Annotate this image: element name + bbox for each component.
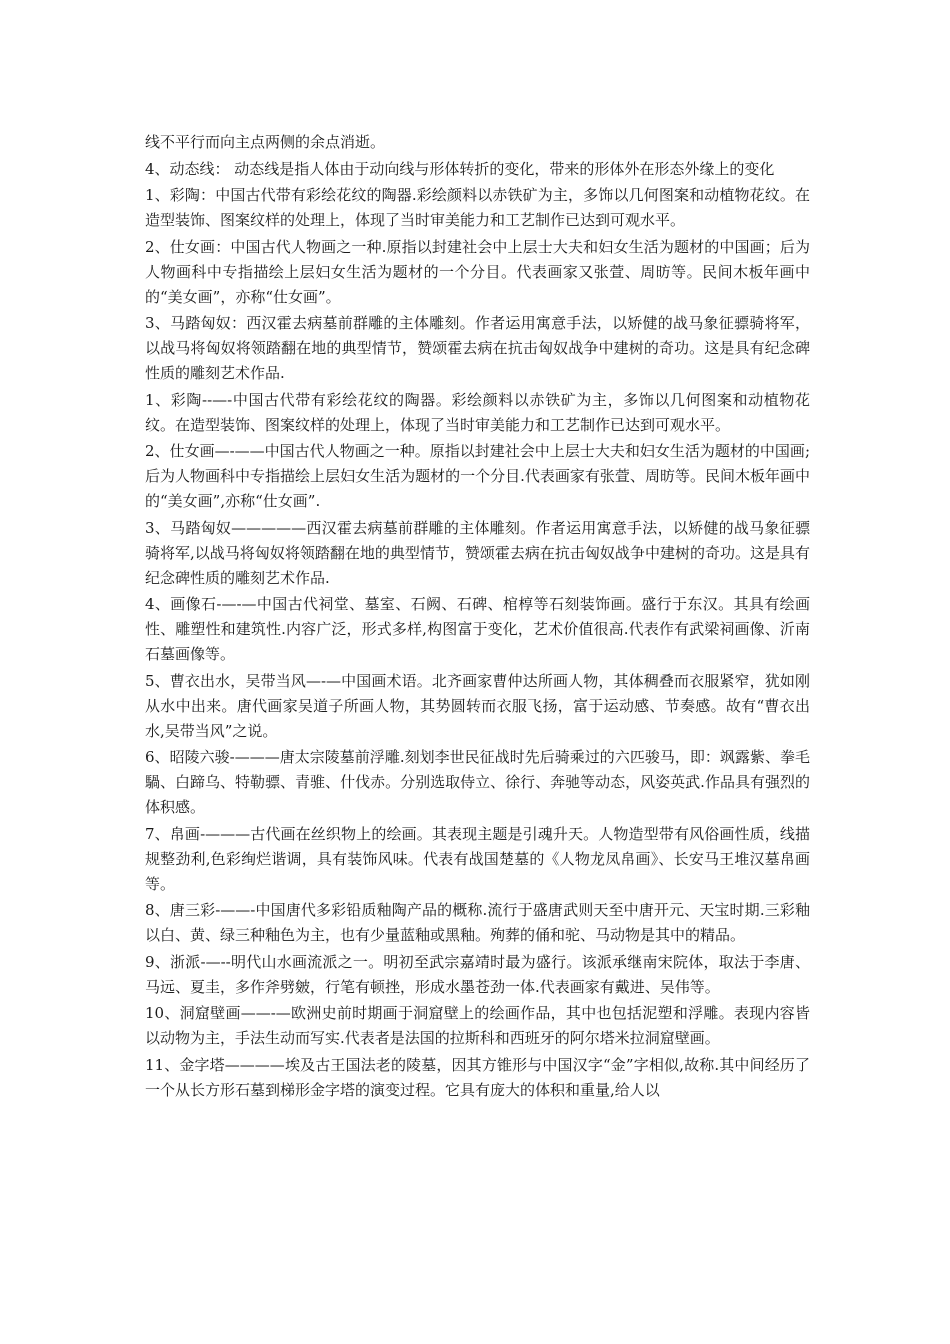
document-body (145, 130, 810, 1104)
paragraph-horse-trampling: 3、马踏匈奴：西汉霍去病墓前群雕的主体雕刻。作者运用寓意手法，以矫健的战马象征骠骑将军，以战马将匈奴将领踏翻在地的典型情节，赞颂霍去病在抗击匈奴战争中建树的奇功。这是具有纪念碑性质的雕刻艺术作品. (145, 314, 810, 382)
paragraph-zhe-school: 9、浙派-—--明代山水画流派之一。明初至武宗嘉靖时最为盛行。该派承继南宋院体，取法于李唐、马远、夏圭，多作斧劈皴，行笔有顿挫，形成水墨苍劲一体.代表画家有戴进、吴伟等。 (145, 952, 810, 996)
paragraph-silk-painting: 7、帛画-———古代画在丝织物上的绘画。其表现主题是引魂升天。人物造型带有风俗画性质，线描规整劲利,色彩绚烂谐调，具有装饰风味。代表有战国楚墓的《人物龙凤帛画》、长安马王堆汉墓帛画等。 (145, 824, 810, 893)
paragraph-painted-pottery: 1、彩陶：中国古代带有彩绘花纹的陶器.彩绘颜料以赤铁矿为主，多饰以几何图案和动植物花纹。在造型装饰、图案纹样的处理上，体现了当时审美能力和工艺制作已达到可观水平。 (145, 186, 810, 229)
paragraph-lady-painting: 2、仕女画：中国古代人物画之一种.原指以封建社会中上层士大夫和妇女生活为题材的中国画；后为人物画科中专指描绘上层妇女生活为题材的一个分目。代表画家又张萱、周昉等。民间木板年画中的“美女画”，亦称“仕女画”。 (145, 237, 810, 306)
paragraph-cao-wu-style: 5、曹衣出水，吴带当风—-—中国画术语。北齐画家曹仲达所画人物，其体稠叠而衣服紧窄，犹如刚从水中出来。唐代画家吴道子所画人物，其势圆转而衣服飞扬，富于运动感、节奏感。故有“曹衣出水,吴带当风”之说。 (145, 671, 810, 740)
paragraph-tang-sancai: 8、唐三彩-——-中国唐代多彩铅质釉陶产品的概称.流行于盛唐武则天至中唐开元、天宝时期.三彩釉以白、黄、绿三种釉色为主，也有少量蓝釉或黑釉。殉葬的俑和驼、马动物是其中的精品。 (145, 901, 810, 944)
paragraph-lady-painting-2: 2、仕女画—-——中国古代人物画之一种。原指以封建社会中上层士大夫和妇女生活为题材的中国画;后为人物画科中专指描绘上层妇女生活为题材的一个分目.代表画家有张萱、周昉等。民间木板年画中的“美女画”,亦称“仕女画”. (145, 442, 810, 510)
paragraph-six-steeds: 6、昭陵六骏-———唐太宗陵墓前浮雕.刻划李世民征战时先后骑乘过的六匹骏马，即：飒露紫、拳毛騧、白蹄乌、特勒骠、青骓、什伐赤。分别选取侍立、徐行、奔驰等动态，风姿英武.作品具有强烈的体积感。 (145, 748, 810, 816)
paragraph-stone-relief: 4、画像石-—-—中国古代祠堂、墓室、石阙、石碑、棺椁等石刻装饰画。盛行于东汉。其具有绘画性、雕塑性和建筑性.内容广泛，形式多样,构图富于变化，艺术价值很高.代表作有武梁祠画像、沂南石墓画像等。 (145, 595, 810, 663)
paragraph-horse-trampling-2: 3、马踏匈奴—————西汉霍去病墓前群雕的主体雕刻。作者运用寓意手法，以矫健的战马象征骠骑将军,以战马将匈奴将领踏翻在地的典型情节，赞颂霍去病在抗击匈奴战争中建树的奇功。这是具有纪念碑性质的雕刻艺术作品. (145, 518, 810, 587)
paragraph-pyramid: 11、金字塔————埃及古王国法老的陵墓，因其方锥形与中国汉字“金”字相似,故称.其中间经历了一个从长方形石墓到梯形金字塔的演变过程。它具有庞大的体积和重量,给人以 (145, 1055, 810, 1099)
paragraph-dynamic-line: 4、动态线： 动态线是指人体由于动向线与形体转折的变化，带来的形体外在形态外缘上的变化 (145, 159, 775, 178)
paragraph-perspective-end: 线不平行而向主点两侧的余点消逝。 (145, 133, 386, 151)
paragraph-painted-pottery-2: 1、彩陶--—-中国古代带有彩绘花纹的陶器。彩绘颜料以赤铁矿为主，多饰以几何图案和动植物花纹。在造型装饰、图案纹样的处理上，体现了当时审美能力和工艺制作已达到可观水平。 (145, 390, 810, 434)
paragraph-cave-murals: 10、洞窟壁画——-—欧洲史前时期画于洞窟壁上的绘画作品，其中也包括泥塑和浮雕。表现内容皆以动物为主，手法生动而写实.代表者是法国的拉斯科和西班牙的阿尔塔米拉洞窟壁画。 (145, 1004, 810, 1047)
